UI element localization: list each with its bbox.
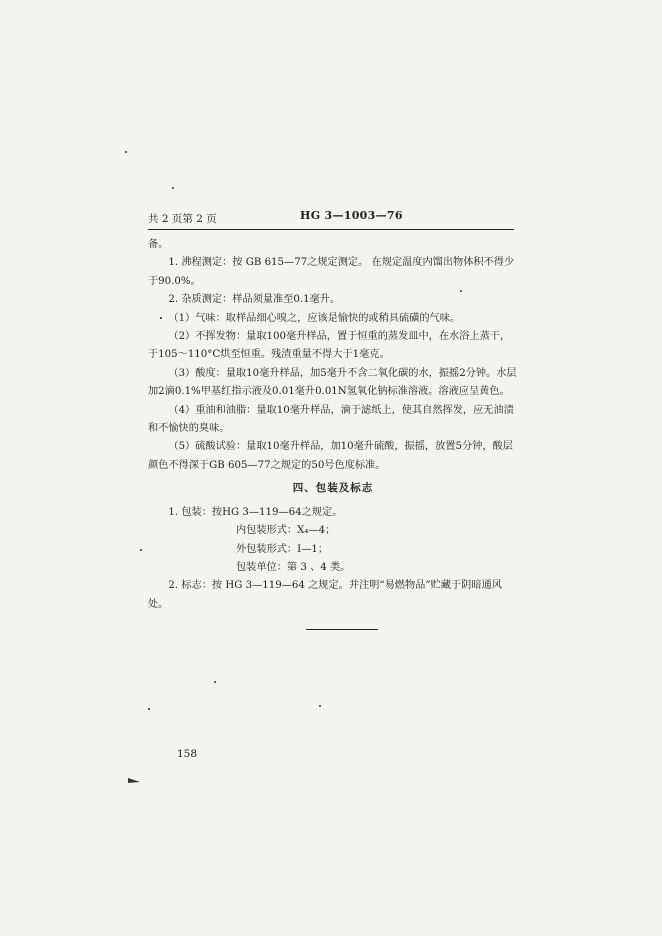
page-number: 158 [177, 748, 198, 760]
standard-code: HG 3—1003—76 [300, 209, 403, 222]
scan-speck [172, 187, 174, 189]
paragraph-nonvolatile: （2）不挥发物：量取100毫升样品，置于恒重的蒸发皿中，在水浴上蒸干，于105～110°C烘至恒重。残渣重量不得大于1毫克。 [148, 331, 511, 361]
packaging-unit: 包装单位：第 3 、4 类。 [236, 561, 351, 573]
paragraph-sulfuric-test: （5）硫酸试验：量取10毫升样品，加10毫升硫酸，振摇，放置5分钟，酸层颜色不得深于GB 605—77之规定的50号色度标准。 [148, 441, 513, 471]
page-header [148, 209, 514, 227]
paragraph-acidity: （3）酸度：量取10毫升样品，加5毫升不含二氧化碳的水，振摇2分钟。水层加2滴0.1%甲基红指示液及0.01毫升0.01N氢氧化钠标准溶液。溶液应呈黄色。 [148, 367, 517, 398]
section-title: 四、包装及标志 [292, 482, 374, 495]
paragraph-heavy-oil: （4）重油和油脂：量取10毫升样品，滴于滤纸上，使其自然挥发，应无油渍和不愉快的臭味。 [148, 404, 514, 435]
scan-speck [148, 708, 150, 710]
scan-speck [214, 681, 216, 683]
paragraph-continuation: 备。 [148, 239, 169, 250]
paragraph-marking: 2. 标志：按 HG 3—119—64 之规定。并注明“易燃物品”贮藏于阴暗通风处。 [148, 580, 502, 610]
page-info: 共 2 页第 2 页 [148, 213, 217, 225]
document-body [148, 236, 518, 614]
scan-mark-icon [128, 778, 140, 783]
outer-packaging: 外包装形式：Ⅰ—1； [236, 543, 329, 555]
scan-speck [140, 549, 142, 551]
end-rule [306, 629, 378, 630]
paragraph-impurity: 2. 杂质测定：样品须量准至0.1毫升。 [168, 294, 341, 306]
paragraph-packaging: 1. 包装：按HG 3—119—64之规定。 [168, 506, 343, 518]
scan-speck [319, 705, 321, 707]
header-rule [148, 229, 514, 230]
paragraph-boiling-range: 1. 沸程测定：按 GB 615—77之规定测定。 在规定温度内馏出物体积不得少于90.0%。 [148, 257, 515, 287]
inner-packaging: 内包装形式：X₄—4； [236, 525, 336, 537]
scan-speck [125, 151, 127, 153]
paragraph-odor: （1）气味：取样品细心嗅之，应该是愉快的或稍具硫磺的气味。 [168, 312, 461, 324]
